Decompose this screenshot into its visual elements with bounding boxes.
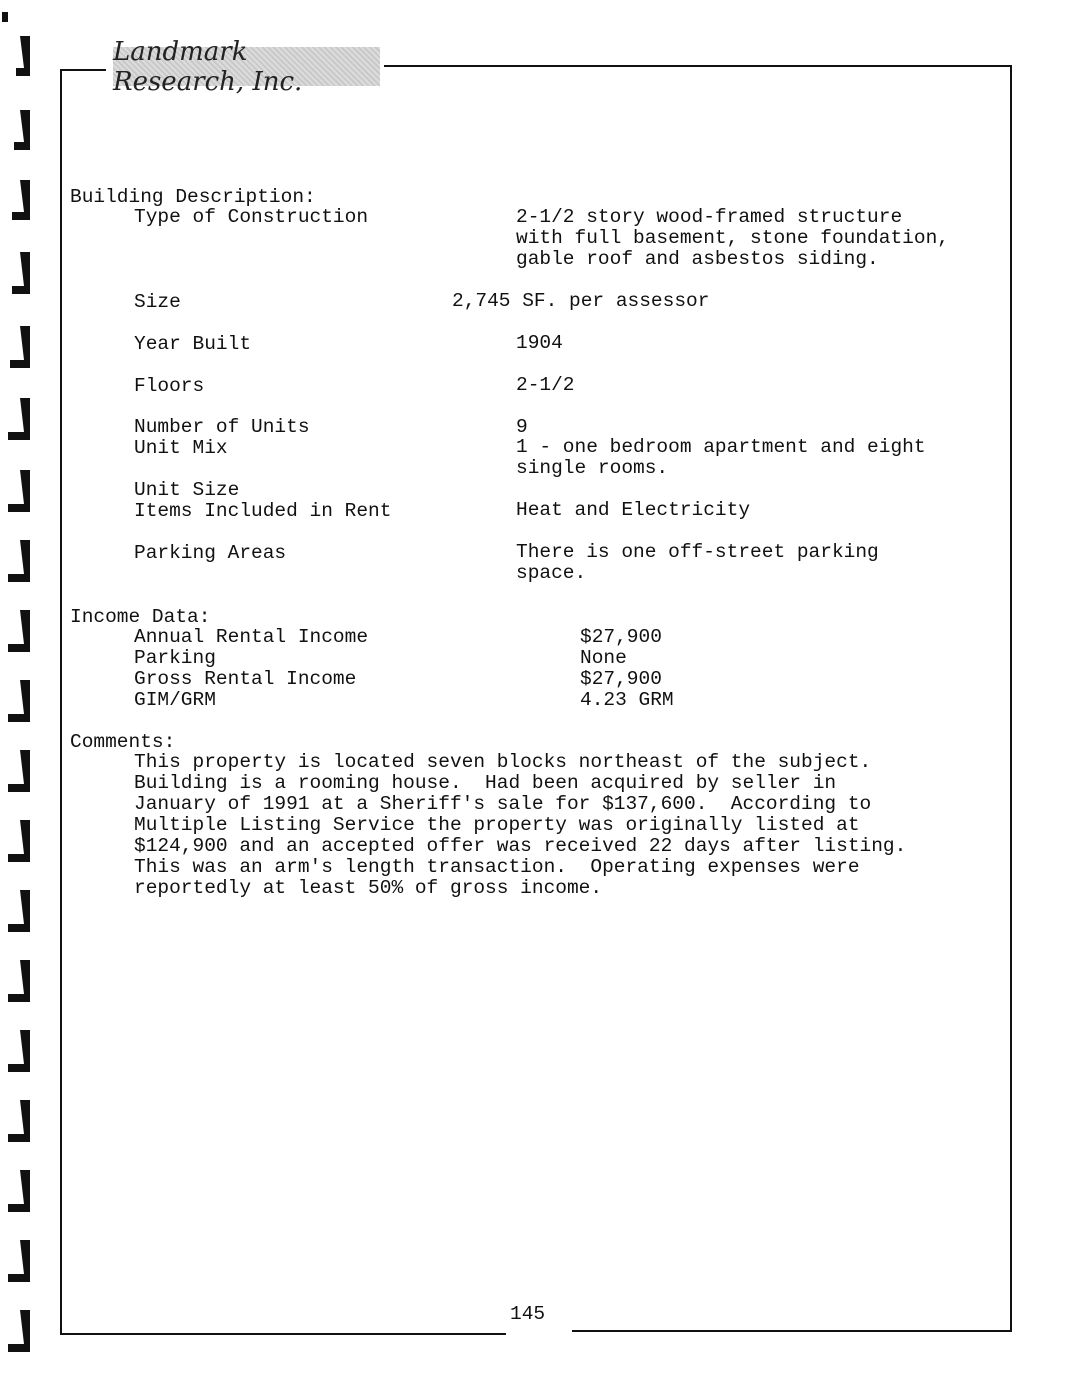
spiral-binding — [0, 0, 40, 1379]
label-annual-rental-income: Annual Rental Income — [134, 626, 369, 648]
label-year-built: Year Built — [134, 333, 252, 355]
frame-bottom-right — [572, 1330, 1012, 1332]
label-type-of-construction: Type of Construction — [134, 206, 369, 228]
value-annual-rental-income: $27,900 — [580, 626, 662, 648]
comments-text: This property is located seven blocks northeast of the subject. Building is a rooming house. Had been acquired by seller in January of 1991 at a Sheriff's sale for $137,600. According to Multiple Listing Service the property was originally listed at $124,900 and an accepted offer was received 22 days after listing. This was an arm's length transaction. Operating expenses were reportedly at least 50% of gross income. — [134, 751, 907, 899]
label-unit-mix: Unit Mix — [134, 437, 228, 459]
page-number: 145 — [510, 1303, 546, 1325]
income-heading: Income Data: — [70, 606, 211, 628]
value-unit-mix: 1 - one bedroom apartment and eight single rooms. — [516, 436, 926, 479]
label-gim-grm: GIM/GRM — [134, 689, 216, 711]
value-type-of-construction: 2-1/2 story wood-framed structure with full basement, stone foundation, gable roof and asbestos siding. — [516, 206, 949, 270]
value-items-included: Heat and Electricity — [516, 499, 751, 521]
label-unit-size: Unit Size — [134, 479, 240, 501]
label-parking: Parking — [134, 647, 216, 669]
value-parking-areas: There is one off-street parking space. — [516, 541, 879, 584]
value-gim-grm: 4.23 GRM — [580, 689, 674, 711]
label-number-of-units: Number of Units — [134, 416, 310, 438]
value-floors: 2-1/2 — [516, 374, 575, 396]
company-logo: Landmark Research, Inc. — [113, 47, 380, 86]
frame-top-left — [60, 69, 106, 71]
value-parking: None — [580, 647, 627, 669]
value-year-built: 1904 — [516, 332, 563, 354]
value-size: 2,745 SF. per assessor — [452, 290, 710, 312]
frame-right — [1010, 65, 1012, 1332]
label-size: Size — [134, 291, 181, 313]
label-items-included: Items Included in Rent — [134, 500, 392, 522]
frame-bottom-left — [60, 1333, 506, 1335]
value-number-of-units: 9 — [516, 416, 528, 438]
value-gross-rental-income: $27,900 — [580, 668, 662, 690]
label-parking-areas: Parking Areas — [134, 542, 287, 564]
comments-heading: Comments: — [70, 731, 176, 753]
frame-top-right — [384, 65, 1012, 67]
label-floors: Floors — [134, 375, 205, 397]
building-heading: Building Description: — [70, 186, 316, 208]
frame-left — [60, 69, 62, 1335]
label-gross-rental-income: Gross Rental Income — [134, 668, 357, 690]
